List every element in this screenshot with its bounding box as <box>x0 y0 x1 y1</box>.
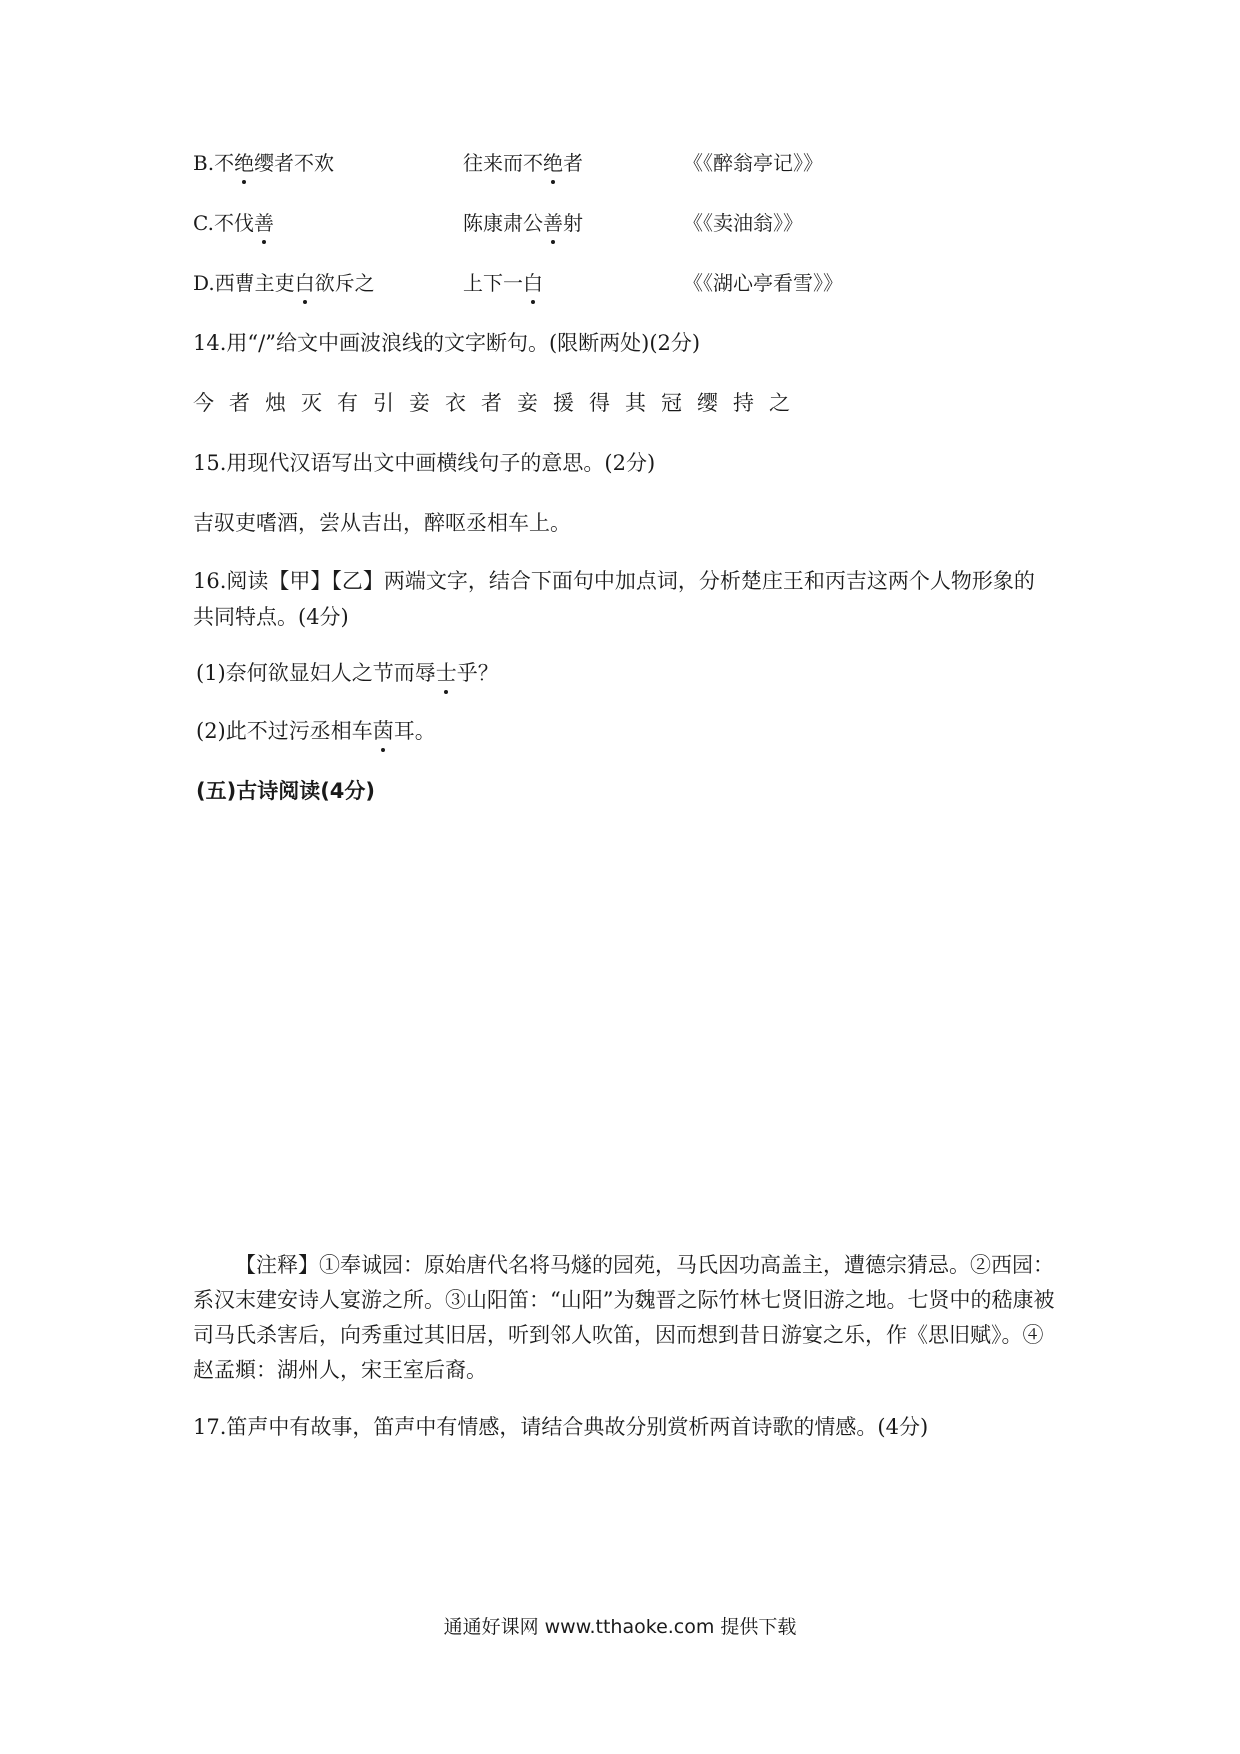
option-d-source: 《《湖心亭看雪》》 <box>683 271 843 295</box>
emphasis-dotted-char: 善 <box>543 208 563 238</box>
notes-heading: 【注释】 <box>235 1253 319 1277</box>
text: 者 <box>563 151 583 175</box>
question-16-item-1 <box>196 658 499 688</box>
text: 陈康肃公 <box>463 211 543 235</box>
question-14-prompt: 14.用“/”给文中画波浪线的文字断句。(限断两处)(2分) <box>193 331 701 355</box>
text: 不伐 <box>213 211 254 235</box>
emphasis-dotted-char: 茵 <box>373 716 394 746</box>
emphasis-dotted-char: 绝 <box>234 148 254 178</box>
emphasis-dotted-char: 善 <box>254 208 274 238</box>
text: 不 <box>214 151 235 175</box>
option-d-sentence-a <box>193 268 375 298</box>
annotation-notes <box>193 1248 1063 1388</box>
option-label: C. <box>193 211 214 235</box>
option-b-sentence-b <box>463 148 583 178</box>
text: 缨者不欢 <box>254 151 335 175</box>
option-label: B. <box>193 151 215 175</box>
question-17-prompt: 17.笛声中有故事，笛声中有情感，请结合典故分别赏析两首诗歌的情感。(4分) <box>193 1415 929 1439</box>
emphasis-dotted-char: 白 <box>295 268 315 298</box>
text: 乎？ <box>456 661 499 685</box>
text: 欲斥之 <box>314 271 375 295</box>
question-16-item-2 <box>196 716 436 746</box>
text: (1)奈何欲显妇人之节而辱 <box>196 661 436 685</box>
question-15-text: 吉驭吏嗜酒，尝从吉出，醉呕丞相车上。 <box>193 511 571 535</box>
text: 上下一 <box>463 271 523 295</box>
question-16-prompt-line1: 16.阅读【甲】【乙】两端文字，结合下面句中加点词，分析楚庄王和丙吉这两个人物形象的 <box>193 569 1035 593</box>
question-15-prompt: 15.用现代汉语写出文中画横线句子的意思。(2分) <box>193 451 656 475</box>
option-d-sentence-b <box>463 268 543 298</box>
notes-body: ①奉诚园：原始唐代名将马燧的园苑，马氏因功高盖主，遭德宗猜忌。②西园：系汉末建安诗人宴游之所。③山阳笛：“山阳”为魏晋之际竹林七贤旧游之地。七贤中的嵇康被司马氏杀害后，向秀重过其旧居，听到邻人吹笛，因而想到昔日游宴之乐，作《思旧赋》。④赵孟頫：湖州人，宋王室后裔。 <box>193 1253 1055 1382</box>
text: 耳。 <box>393 719 436 743</box>
emphasis-dotted-char: 士 <box>436 658 457 688</box>
emphasis-dotted-char: 绝 <box>543 148 563 178</box>
text: 射 <box>563 211 583 235</box>
section-5-title: (五)古诗阅读(4分) <box>196 779 376 803</box>
text: 往来而不 <box>463 151 543 175</box>
option-c-sentence-a <box>193 208 274 238</box>
option-b-source: 《《醉翁亭记》》 <box>683 151 823 175</box>
footer-watermark: 通通好课网 www.tthaoke.com 提供下载 <box>443 1616 797 1638</box>
text: 西曹主吏 <box>214 271 295 295</box>
text: (2)此不过污丞相车 <box>196 719 373 743</box>
notes-paragraph <box>193 1248 1063 1388</box>
question-16-prompt-line2: 共同特点。(4分) <box>193 605 349 629</box>
question-14-text: 今者烛灭有引妾衣者妾援得其冠缨持之 <box>193 391 805 415</box>
option-b-sentence-a <box>193 148 334 178</box>
option-label: D. <box>193 271 215 295</box>
option-c-source: 《《卖油翁》》 <box>683 211 803 235</box>
emphasis-dotted-char: 白 <box>523 268 543 298</box>
option-c-sentence-b <box>463 208 583 238</box>
